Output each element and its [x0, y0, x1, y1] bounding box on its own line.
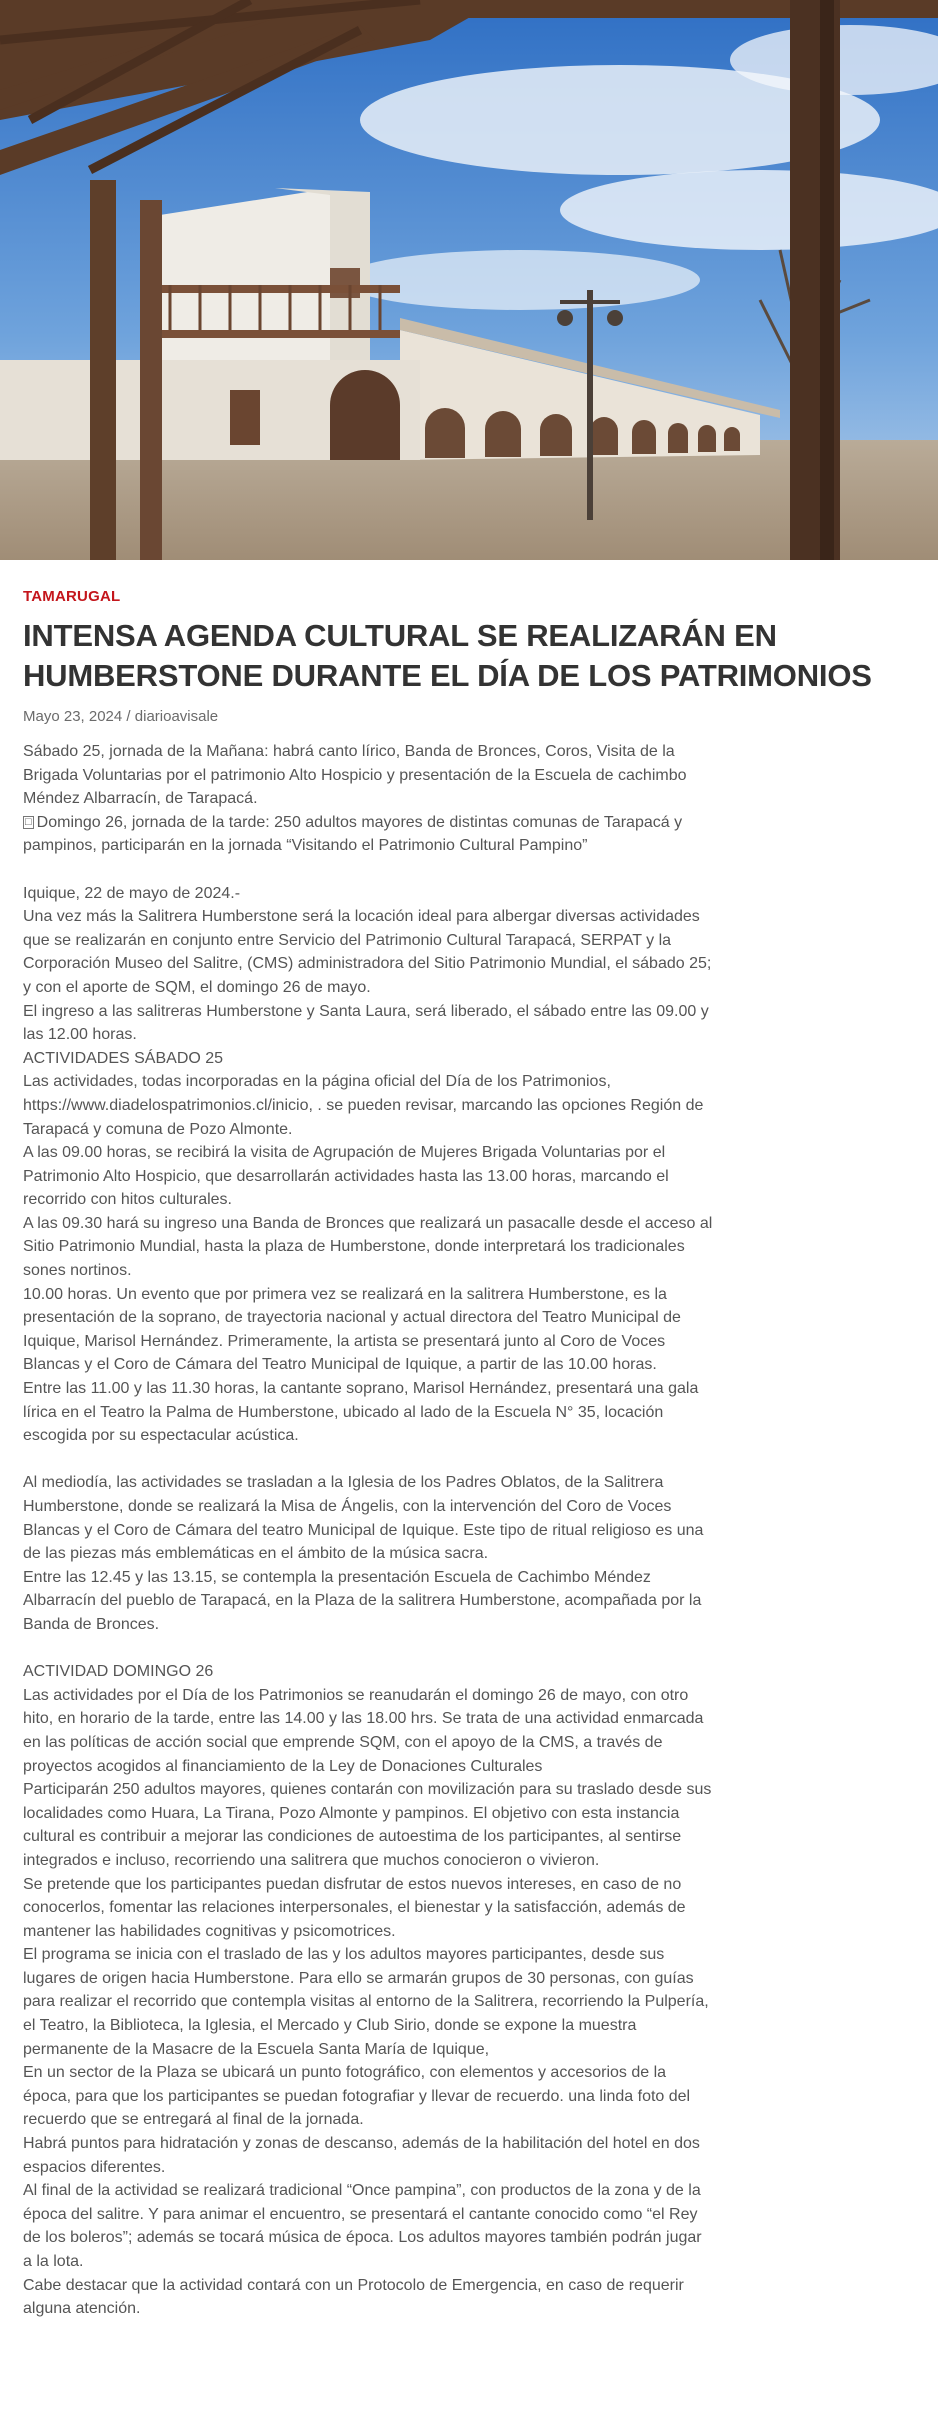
photo-humberstone-building — [0, 0, 938, 560]
category-link[interactable]: TAMARUGAL — [23, 588, 121, 605]
article-body — [23, 740, 914, 2321]
article-paragraph: Una vez más la Salitrera Humberstone será la locación ideal para albergar diversas actividades que se realizarán en conjunto entre Servicio del Patrimonio Cultural Tarapacá, SERPAT y la Corporación Museo del Salitre, (CMS) administradora del Sitio Patrimonio Mundial, el sábado 25; y con el aporte de SQM, el domingo 26 de mayo. — [23, 908, 712, 996]
article-title: INTENSA AGENDA CULTURAL SE REALIZARÁN EN HUMBERSTONE DURANTE EL DÍA DE LOS PATRIMONIOS — [23, 618, 872, 693]
article-meta — [23, 708, 914, 725]
article-paragraph: A las 09.30 hará su ingreso una Banda de Bronces que realizará un pasacalle desde el acceso al Sitio Patrimonio Mundial, hasta la plaza de Humberstone, donde interpretará los tradicionales sones nortinos. — [23, 1214, 713, 1280]
missing-glyph-icon: □ — [25, 815, 32, 828]
article-paragraph: Al mediodía, las actividades se trasladan a la Iglesia de los Padres Oblatos, de la Salitrera Humberstone, donde se realizará la Misa de Ángelis, con la intervención del Coro de Voces Blancas y el Coro de Cámara del teatro Municipal de Iquique. Este tipo de ritual religioso es una de las piezas más emblemáticas en el ámbito de la música sacra. — [23, 1474, 704, 1563]
article-paragraph: ACTIVIDAD DOMINGO 26 — [23, 1663, 214, 1681]
article-paragraph: Las actividades por el Día de los Patrimonios se reanudarán el domingo 26 de mayo, con otro hito, en horario de la tarde, entre las 14.00 y las 18.00 hrs. Se trata de una actividad enmarcada en las políticas de acción social que emprende SQM, con el apoyo de la CMS, a través de proyectos acogidos al financiamiento de la Ley de Donaciones Culturales — [23, 1686, 704, 1775]
article-paragraph: Participarán 250 adultos mayores, quienes contarán con movilización para su traslado desde sus localidades como Huara, La Tirana, Pozo Almonte y pampinos. El objetivo con esta instancia cultural es contribuir a mejorar las condiciones de autoestima de los participantes, al sentirse integrados e incluso, recorriendo una salitrera que muchos conocieron o vivieron. — [23, 1781, 712, 1869]
article-paragraph: Cabe destacar que la actividad contará con un Protocolo de Emergencia, en caso de requerir alguna atención. — [23, 2276, 684, 2318]
article-paragraph: ACTIVIDADES SÁBADO 25 — [23, 1049, 224, 1067]
meta-separator: / — [122, 708, 135, 725]
article-author[interactable]: diarioavisale — [134, 708, 219, 725]
hero-image — [0, 0, 938, 560]
article-paragraph: El programa se inicia con el traslado de las y los adultos mayores participantes, desde sus lugares de origen hacia Humberstone. Para ello se armarán grupos de 30 personas, con guías para realizar el recorrido que contempla visitas al entorno de la Salitrera, recorriendo la Pulpería, el Teatro, la Biblioteca, la Iglesia, el Mercado y Club Sirio, donde se expone la muestra permanente de la Masacre de la Escuela Santa María de Iquique, — [23, 1946, 709, 2058]
article-paragraph: Habrá puntos para hidratación y zonas de descanso, además de la habilitación del hotel en dos espacios diferentes. — [23, 2135, 700, 2176]
article-paragraph: 10.00 horas. Un evento que por primera vez se realizará en la salitrera Humberstone, es la presentación de la soprano, de trayectoria nacional y actual directora del Teatro Municipal de Iquique, Marisol Hernández. Primeramente, la artista se presentará junto al Coro de Voces Blancas y el Coro de Cámara del Teatro Municipal de Iquique, a partir de las 10.00 horas. — [23, 1285, 681, 1374]
article-paragraph: Sábado 25, jornada de la Mañana: habrá canto lírico, Banda de Bronces, Coros, Visita de la Brigada Voluntarias por el patrimonio Alto Hospicio y presentación de la Escuela de cachimbo Méndez Albarracín, de Tarapacá. — [23, 743, 687, 808]
article-paragraph: En un sector de la Plaza se ubicará un punto fotográfico, con elementos y accesorios de la época, para que los participantes se puedan fotografiar y llevar de recuerdo. una linda foto del recuerdo que se entregará al final de la jornada. — [23, 2064, 691, 2129]
article-paragraph: Entre las 12.45 y las 13.15, se contempla la presentación Escuela de Cachimbo Méndez Albarracín del pueblo de Tarapacá, en la Plaza de la salitrera Humberstone, acompañada por la Banda de Bronces. — [23, 1568, 702, 1633]
article-paragraph: A las 09.00 horas, se recibirá la visita de Agrupación de Mujeres Brigada Voluntarias por el Patrimonio Alto Hospicio, que desarrollarán actividades hasta las 13.00 horas, marcando el recorrido con hitos culturales. — [23, 1144, 669, 1209]
article-date: Mayo 23, 2024 — [23, 708, 123, 725]
article-paragraph: Se pretende que los participantes puedan disfrutar de estos nuevos intereses, en caso de no conocerlos, fomentar las relaciones interpersonales, el bienestar y la satisfacción, además de mantener las habilidades cognitivas y psicomotrices. — [23, 1875, 686, 1940]
article-paragraph — [23, 811, 713, 858]
article-paragraph — [23, 858, 713, 882]
paragraph-text: Domingo 26, jornada de la tarde: 250 adultos mayores de distintas comunas de Tarapacá y pampinos, participarán en la jornada “Visitando el Patrimonio Cultural Pampino” — [23, 813, 683, 855]
article-paragraph: Las actividades, todas incorporadas en la página oficial del Día de los Patrimonios, https://www.diadelospatrimonios.cl/inicio, . se pueden revisar, marcando las opciones Región de Tarapacá y comuna de Pozo Almonte. — [23, 1073, 704, 1138]
article-paragraph: El ingreso a las salitreras Humberstone y Santa Laura, será liberado, el sábado entre las 09.00 y las 12.00 horas. — [23, 1002, 709, 1044]
article-paragraph — [23, 1637, 713, 1661]
article — [0, 560, 938, 2321]
article-paragraph: Al final de la actividad se realizará tradicional “Once pampina”, con productos de la zona y de la época del salitre. Y para animar el encuentro, se presentará el cantante conocido como “el Rey de los boleros”; además se tocará música de época. Los adultos mayores también podrán jugar a la lota. — [23, 2182, 702, 2270]
article-paragraph — [23, 1448, 713, 1472]
article-paragraph: Entre las 11.00 y las 11.30 horas, la cantante soprano, Marisol Hernández, presentará una gala lírica en el Teatro la Palma de Humberstone, ubicado al lado de la Escuela N° 35, locación escogida por su espectacular acústica. — [23, 1380, 699, 1445]
article-paragraph: Iquique, 22 de mayo de 2024.- — [23, 884, 241, 902]
